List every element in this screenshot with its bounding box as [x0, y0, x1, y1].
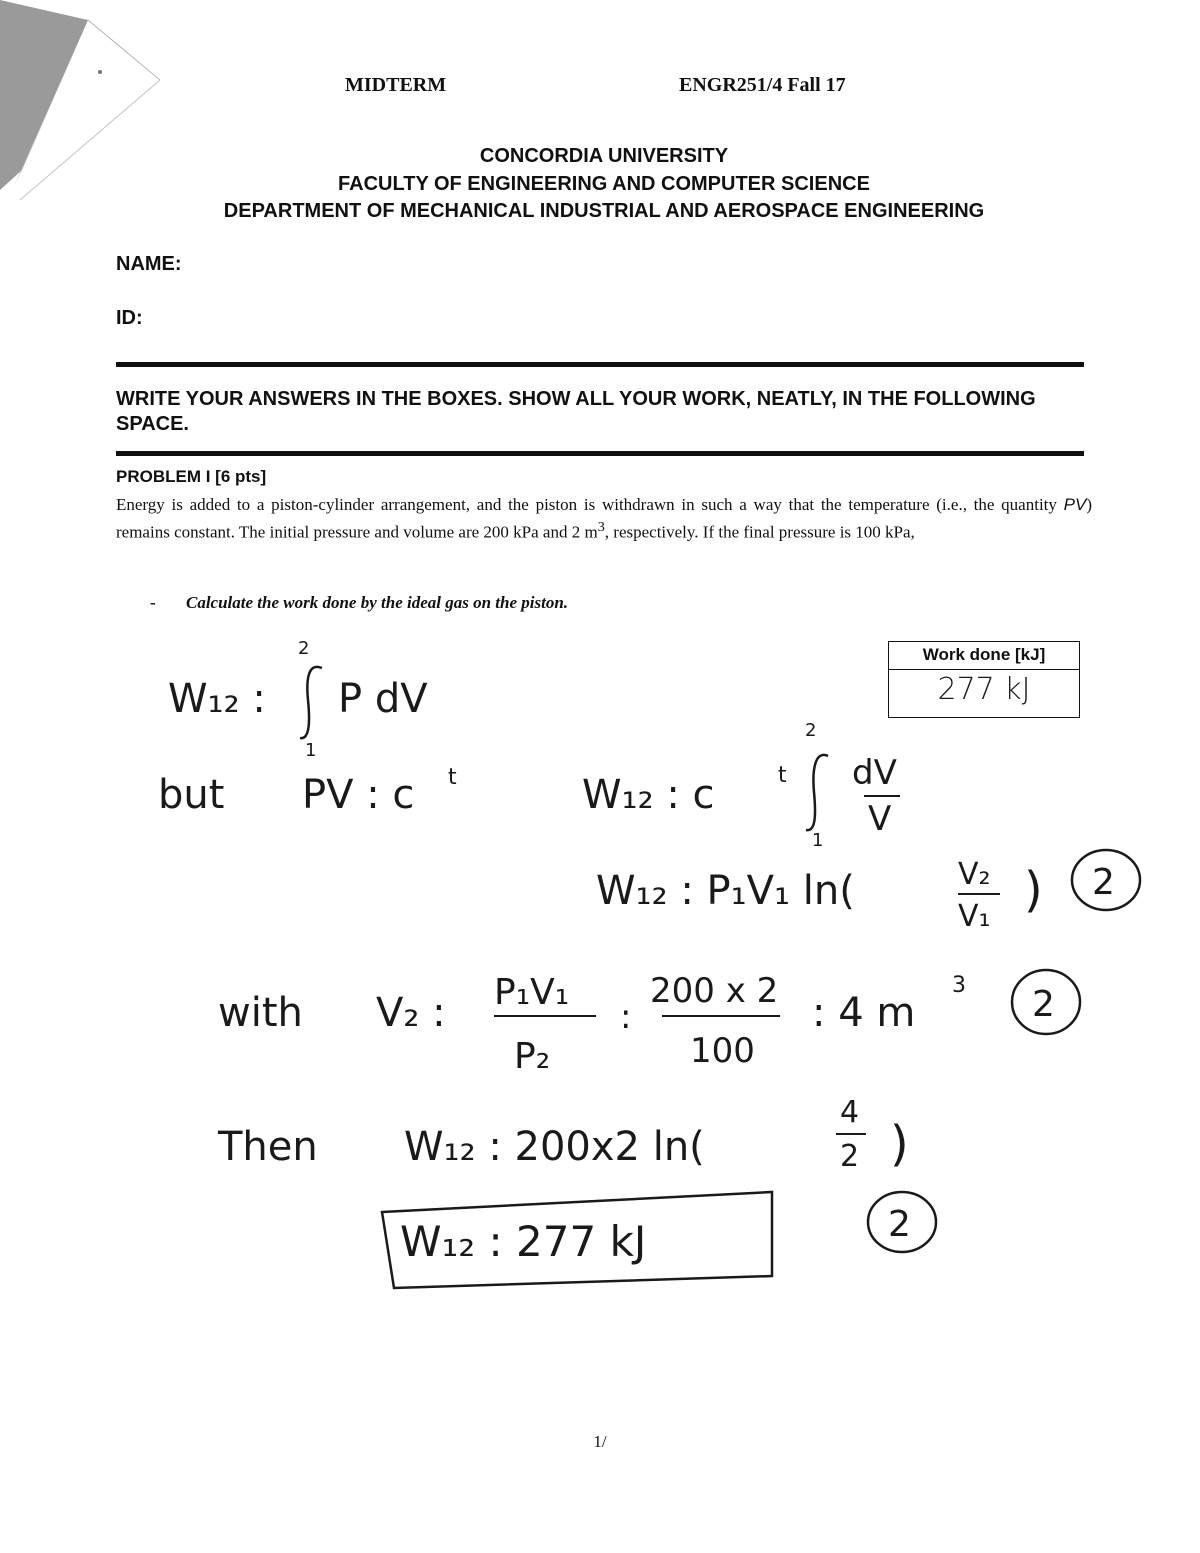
- hw-pv-constant: PV : c: [302, 772, 415, 818]
- hw-close-paren-1: ): [1024, 862, 1043, 918]
- answer-box-label: Work done [kJ]: [889, 642, 1079, 670]
- hw-frac-p2: P₂: [514, 1036, 551, 1077]
- hw-integrand-1: P dV: [338, 676, 428, 722]
- id-field-label: ID:: [116, 307, 143, 329]
- hw-sup-t-1: t: [448, 765, 457, 790]
- hw-sup-3: 3: [952, 973, 966, 998]
- hw-colon-1: :: [620, 997, 632, 1037]
- hw-frac-100: 100: [690, 1031, 755, 1071]
- hw-mark-3: 2: [888, 1204, 911, 1245]
- problem-title: PROBLEM I [6 pts]: [116, 467, 267, 486]
- exam-type: MIDTERM: [345, 74, 447, 96]
- integral-sign-2: [806, 755, 828, 830]
- problem-statement: Energy is added to a piston-cylinder arrangement, and the piston is withdrawn in such a way that the temperature (i.e., the quantity PV) remains constant. The initial pressure and volume are 200 kPa and 2 $m^3$, respectively. If the final pressure is 100 kPa,: [116, 495, 1092, 542]
- task-statement: Calculate the work done by the ideal gas on the piston.: [186, 593, 569, 612]
- hw-final-expression: W₁₂ : 200x2 ln(: [404, 1124, 705, 1170]
- hw-frac-v1: V₁: [958, 899, 991, 934]
- hw-frac-2: 2: [840, 1139, 860, 1174]
- hw-frac-dv: dV: [852, 753, 897, 793]
- hw-v2-eq: V₂ :: [376, 990, 446, 1036]
- task-bullet: -: [150, 593, 156, 612]
- hw-frac-200x2: 200 x 2: [650, 971, 779, 1011]
- course-code: ENGR251/4 Fall 17: [679, 74, 846, 96]
- hw-sup-t-2: t: [778, 763, 787, 788]
- integral-sign-1: [300, 667, 322, 738]
- pv-symbol: PV: [1063, 495, 1087, 514]
- hw-final-answer: W₁₂ : 277 kJ: [400, 1217, 647, 1266]
- hw-ln-expression: W₁₂ : P₁V₁ ln(: [596, 868, 855, 914]
- answer-box-value: 277 kJ: [937, 672, 1031, 707]
- hw-frac-p1v1: P₁V₁: [494, 972, 570, 1013]
- page-number: 1/: [593, 1432, 607, 1451]
- hw-mark-2: 2: [1032, 984, 1055, 1025]
- hw-upper-limit-2: 2: [805, 720, 817, 741]
- instructions: WRITE YOUR ANSWERS IN THE BOXES. SHOW ALL YOUR WORK, NEATLY, IN THE FOLLOWING SPACE.: [116, 388, 1036, 435]
- hw-frac-v2: V₂: [958, 857, 991, 892]
- name-field-label: NAME:: [116, 253, 182, 275]
- cubic-superscript: 3: [597, 519, 605, 535]
- hw-then: Then: [218, 1124, 318, 1170]
- hw-with: with: [218, 990, 303, 1036]
- faculty-name: FACULTY OF ENGINEERING AND COMPUTER SCIENCE: [338, 173, 870, 195]
- hw-result-4m: : 4 m: [812, 990, 916, 1036]
- hw-upper-limit-1: 2: [298, 638, 310, 659]
- hw-but: but: [158, 772, 225, 818]
- hw-lower-limit-1: 1: [305, 740, 317, 761]
- hw-frac-4: 4: [840, 1095, 860, 1130]
- hw-frac-v: V: [868, 799, 892, 839]
- department-name: DEPARTMENT OF MECHANICAL INDUSTRIAL AND AEROSPACE ENGINEERING: [223, 200, 985, 222]
- hw-work-lhs: W₁₂ :: [168, 676, 266, 722]
- hw-lower-limit-2: 1: [812, 830, 824, 851]
- hw-close-paren-2: ): [890, 1116, 909, 1172]
- hw-mark-1: 2: [1092, 862, 1115, 903]
- university-name: CONCORDIA UNIVERSITY: [479, 145, 729, 167]
- hw-work-c: W₁₂ : c: [582, 772, 715, 818]
